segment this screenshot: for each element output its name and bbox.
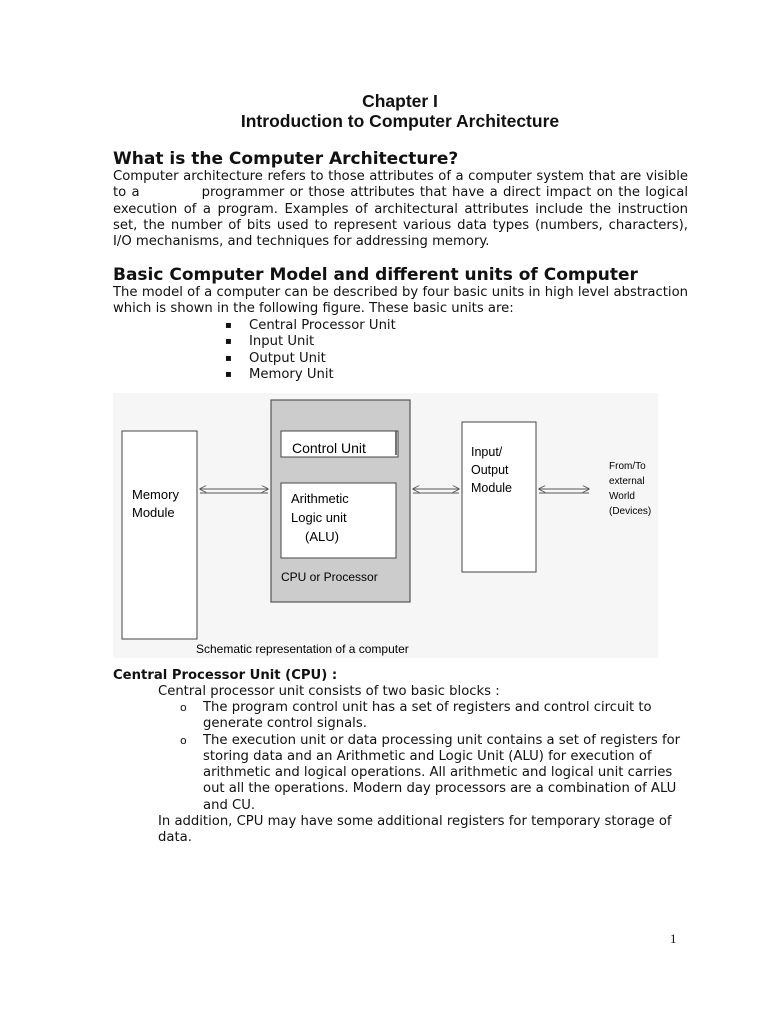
io-module-label-3: Module	[471, 481, 512, 495]
arrow-io-external	[539, 489, 589, 493]
list-item: ▪ Output Unit	[225, 351, 396, 367]
arrow-memory-cpu	[200, 489, 268, 493]
list-item	[180, 733, 688, 814]
list-item-text: The program control unit has a set of registers and control circuit to generate control signals.	[203, 700, 652, 732]
memory-module-label-1: Memory	[132, 487, 179, 502]
figure-caption: Schematic representation of a computer	[196, 642, 409, 656]
computer-schematic-figure	[113, 393, 658, 658]
alu-label-3: (ALU)	[305, 529, 339, 544]
cpu-blocks-list	[180, 700, 688, 814]
list-item: ▪ Memory Unit	[225, 367, 396, 383]
chapter-number: Chapter I	[362, 91, 438, 111]
external-world-label-4: (Devices)	[609, 506, 652, 517]
cpu-label: CPU or Processor	[281, 570, 378, 584]
cpu-intro: Central processor unit consists of two basic blocks :	[158, 684, 500, 699]
section-heading-cpu: Central Processor Unit (CPU) :	[113, 668, 338, 683]
alu-label-2: Logic unit	[291, 510, 347, 525]
bullet-marker: o	[180, 701, 187, 714]
architecture-paragraph	[113, 169, 688, 250]
control-unit-label: Control Unit	[292, 440, 366, 456]
bullet-marker: o	[180, 733, 187, 747]
cpu-outro: In addition, CPU may have some additional registers for temporary storage of data.	[158, 814, 672, 846]
arrow-cpu-io	[413, 489, 459, 493]
basic-model-paragraph: The model of a computer can be described by four basic units in high level abstraction which is shown in the following figure. These basic units are:	[113, 285, 688, 317]
list-item: ▪ Input Unit	[225, 334, 396, 350]
section-heading-basic-model: Basic Computer Model and different units of Computer	[113, 265, 638, 285]
io-module-label-1: Input/	[471, 445, 503, 459]
alu-label-1: Arithmetic	[291, 491, 349, 506]
memory-module-box	[122, 431, 197, 639]
list-item: ▪ Central Processor Unit	[225, 318, 396, 334]
section-heading-architecture: What is the Computer Architecture?	[113, 149, 459, 169]
architecture-paragraph-part-b: programmer or those attributes that have a direct impact on the logical execution of a program. Examples of architectural attributes include the instruction set, the number of bits used to represent various data types (numbers, characters), I/O mechanisms, and techniques for addressing memory.	[113, 185, 688, 250]
io-module-label-2: Output	[471, 463, 509, 477]
list-item-text: The execution unit or data processing unit contains a set of registers for storing data and an Arithmetic and Logic Unit (ALU) for execution of arithmetic and logical operations. All arithmetic and logical unit carries out all the operations. Modern day processors are a combination of ALU and CU.	[203, 732, 681, 813]
external-world-label-2: external	[609, 476, 645, 487]
memory-module-label-2: Module	[132, 505, 175, 520]
basic-units-list	[225, 318, 396, 383]
external-world-label-1: From/To	[609, 461, 646, 472]
page-number: 1	[670, 931, 677, 946]
architecture-paragraph-part-a: Computer architecture refers to those attributes of a computer system that are visible to a	[113, 169, 688, 201]
chapter-title: Introduction to Computer Architecture	[240, 111, 560, 131]
external-world-label-3: World	[609, 491, 635, 502]
list-item	[180, 700, 688, 733]
